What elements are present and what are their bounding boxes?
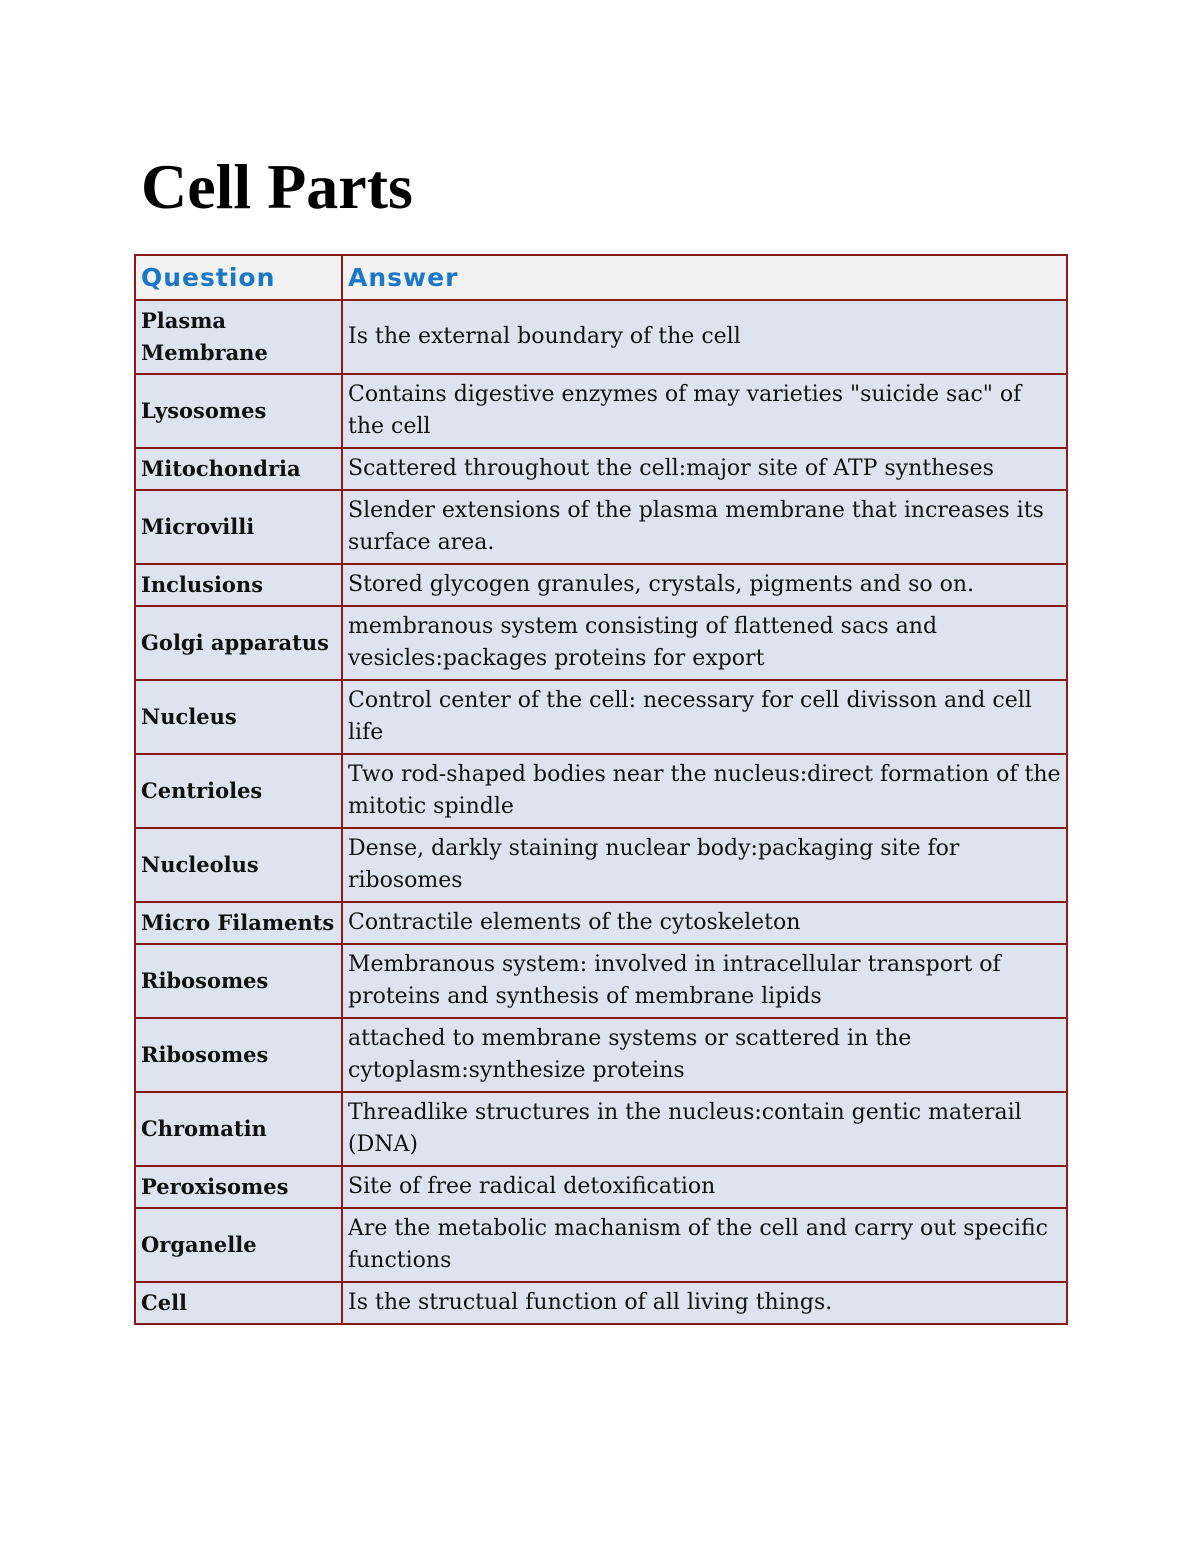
table-row <box>135 300 1067 374</box>
table-row <box>135 1166 1067 1208</box>
question-cell: Lysosomes <box>135 374 342 448</box>
table-row <box>135 902 1067 944</box>
question-cell: Microvilli <box>135 490 342 564</box>
table-row <box>135 564 1067 606</box>
table-row <box>135 754 1067 828</box>
cell-parts-table <box>134 254 1068 1325</box>
table-row <box>135 1282 1067 1324</box>
table-row <box>135 490 1067 564</box>
question-cell: Centrioles <box>135 754 342 828</box>
question-cell: Inclusions <box>135 564 342 606</box>
table-row <box>135 828 1067 902</box>
table-row <box>135 1092 1067 1166</box>
answer-cell: Contains digestive enzymes of may varieties "suicide sac" of the cell <box>342 374 1067 448</box>
question-cell: Nucleus <box>135 680 342 754</box>
question-cell: Chromatin <box>135 1092 342 1166</box>
table-row <box>135 448 1067 490</box>
answer-cell: Membranous system: involved in intracellular transport of proteins and synthesis of membrane lipids <box>342 944 1067 1018</box>
question-cell: Cell <box>135 1282 342 1324</box>
table-row <box>135 374 1067 448</box>
answer-cell: Site of free radical detoxification <box>342 1166 1067 1208</box>
question-cell: Peroxisomes <box>135 1166 342 1208</box>
question-cell: Nucleolus <box>135 828 342 902</box>
column-header-answer: Answer <box>342 255 1067 300</box>
answer-cell: Control center of the cell: necessary for cell divisson and cell life <box>342 680 1067 754</box>
question-cell: Micro Filaments <box>135 902 342 944</box>
answer-cell: Scattered throughout the cell:major site of ATP syntheses <box>342 448 1067 490</box>
question-cell: Golgi apparatus <box>135 606 342 680</box>
answer-cell: Are the metabolic machanism of the cell and carry out specific functions <box>342 1208 1067 1282</box>
answer-cell: Dense, darkly staining nuclear body:packaging site for ribosomes <box>342 828 1067 902</box>
answer-cell: membranous system consisting of flattened sacs and vesicles:packages proteins for export <box>342 606 1067 680</box>
answer-cell: Threadlike structures in the nucleus:contain gentic materail (DNA) <box>342 1092 1067 1166</box>
answer-cell: Slender extensions of the plasma membrane that increases its surface area. <box>342 490 1067 564</box>
answer-cell: Is the structual function of all living things. <box>342 1282 1067 1324</box>
table-row <box>135 606 1067 680</box>
answer-cell: Contractile elements of the cytoskeleton <box>342 902 1067 944</box>
table-row <box>135 1018 1067 1092</box>
answer-cell: Two rod-shaped bodies near the nucleus:direct formation of the mitotic spindle <box>342 754 1067 828</box>
column-header-question: Question <box>135 255 342 300</box>
answer-cell: Is the external boundary of the cell <box>342 300 1067 374</box>
question-cell: Plasma Membrane <box>135 300 342 374</box>
question-cell: Ribosomes <box>135 944 342 1018</box>
question-cell: Ribosomes <box>135 1018 342 1092</box>
page-title: Cell Parts <box>141 151 413 222</box>
question-cell: Organelle <box>135 1208 342 1282</box>
answer-cell: attached to membrane systems or scattered in the cytoplasm:synthesize proteins <box>342 1018 1067 1092</box>
answer-cell: Stored glycogen granules, crystals, pigments and so on. <box>342 564 1067 606</box>
question-cell: Mitochondria <box>135 448 342 490</box>
table-row <box>135 1208 1067 1282</box>
table-row <box>135 944 1067 1018</box>
table-header-row <box>135 255 1067 300</box>
table-row <box>135 680 1067 754</box>
